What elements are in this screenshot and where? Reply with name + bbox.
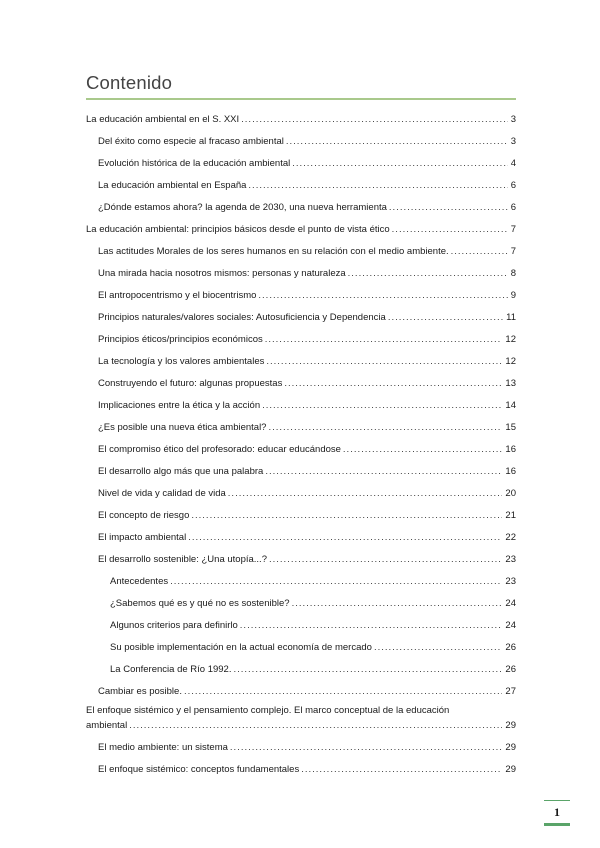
toc-entry-title: Cambiar es posible.: [98, 686, 182, 697]
toc-entry-title: Algunos criterios para definirlo: [110, 620, 238, 631]
toc-entry-page: 21: [505, 510, 516, 521]
toc-entry[interactable]: [86, 434, 516, 456]
toc-leader-dots: [389, 202, 508, 213]
toc-entry-page: 6: [510, 180, 516, 191]
toc-entry[interactable]: [86, 126, 516, 148]
toc-entry[interactable]: [86, 610, 516, 632]
toc-leader-dots: [258, 290, 507, 301]
title-rule: [86, 98, 516, 100]
toc-entry-title: La educación ambiental en el S. XXI: [86, 114, 240, 125]
toc-leader-dots: [292, 598, 503, 609]
toc-leader-dots: [348, 268, 508, 279]
toc-leader-dots: [262, 400, 502, 411]
toc-leader-dots: [392, 224, 508, 235]
toc-leader-dots: [191, 510, 502, 521]
toc-entry-title-line2-row: [86, 720, 516, 731]
toc-leader-dots: [343, 444, 503, 455]
toc-title: Contenido: [86, 72, 173, 93]
toc-entry-title: La tecnología y los valores ambientales: [98, 356, 265, 367]
toc-entry-title: La Conferencia de Río 1992.: [110, 664, 232, 675]
toc-entry[interactable]: [86, 754, 516, 776]
toc-entry[interactable]: [86, 732, 516, 754]
toc-entry-title: ¿Sabemos qué es y qué no es sostenible?: [110, 598, 290, 609]
toc-entry[interactable]: [86, 522, 516, 544]
toc-entry-title: Nivel de vida y calidad de vida: [98, 488, 226, 499]
toc-entry-page: 29: [505, 764, 516, 775]
toc-entry-title: La educación ambiental: principios básicos desde el punto de vista ético: [86, 224, 390, 235]
toc-entry-page: 3: [510, 136, 516, 147]
toc-entry-page: 22: [505, 532, 516, 543]
toc-entry[interactable]: [86, 214, 516, 236]
toc-entry[interactable]: [86, 698, 516, 732]
toc-entry[interactable]: [86, 544, 516, 566]
toc-entry-title-line1: El enfoque sistémico y el pensamiento complejo. El marco conceptual de la educación: [86, 705, 450, 716]
toc-leader-dots: [451, 246, 508, 257]
toc-entry[interactable]: [86, 302, 516, 324]
toc-entry-page: 23: [505, 576, 516, 587]
toc-entry[interactable]: [86, 170, 516, 192]
page-number: [544, 800, 570, 826]
toc-leader-dots: [265, 334, 503, 345]
toc-entry-title: El enfoque sistémico: conceptos fundamentales: [98, 764, 300, 775]
toc-entry[interactable]: [86, 390, 516, 412]
toc-entry-title: Su posible implementación en la actual economía de mercado: [110, 642, 372, 653]
toc-entry-title: Evolución histórica de la educación ambiental: [98, 158, 291, 169]
toc-entry-page: 7: [510, 224, 516, 235]
toc-entry-title: Del éxito como especie al fracaso ambiental: [98, 136, 284, 147]
toc-entry-page: 4: [510, 158, 516, 169]
toc-entry-title: El medio ambiente: un sistema: [98, 742, 228, 753]
toc-entry-page: 14: [505, 400, 516, 411]
toc-entry-title: El compromiso ético del profesorado: educar educándose: [98, 444, 341, 455]
toc-entry-title: Construyendo el futuro: algunas propuestas: [98, 378, 283, 389]
toc-entry-title: Antecedentes: [110, 576, 169, 587]
toc-entry[interactable]: [86, 104, 516, 126]
toc-entry-page: 27: [505, 686, 516, 697]
toc-entry[interactable]: [86, 478, 516, 500]
toc-entry-page: 9: [510, 290, 516, 301]
toc-leader-dots: [188, 532, 502, 543]
toc-leader-dots: [129, 720, 502, 731]
toc-leader-dots: [286, 136, 508, 147]
toc-entry[interactable]: [86, 148, 516, 170]
toc-leader-dots: [230, 742, 503, 753]
toc-entry[interactable]: [86, 632, 516, 654]
toc-entry-title: El concepto de riesgo: [98, 510, 190, 521]
toc-entry-page: 20: [505, 488, 516, 499]
toc-entry-title: Las actitudes Morales de los seres humanos en su relación con el medio ambiente.: [98, 246, 449, 257]
toc-leader-dots: [374, 642, 502, 653]
toc-entry[interactable]: [86, 500, 516, 522]
toc-leader-dots: [301, 764, 502, 775]
toc-entry-page: 3: [510, 114, 516, 125]
toc-entry-title: El desarrollo algo más que una palabra: [98, 466, 264, 477]
toc-entry-title: Implicaciones entre la ética y la acción: [98, 400, 261, 411]
toc-leader-dots: [292, 158, 507, 169]
toc-entry[interactable]: [86, 412, 516, 434]
toc-entry-page: 12: [505, 356, 516, 367]
toc-leader-dots: [228, 488, 503, 499]
toc-entry-title: ¿Dónde estamos ahora? la agenda de 2030, una nueva herramienta: [98, 202, 387, 213]
toc-leader-dots: [388, 312, 503, 323]
toc-entry[interactable]: [86, 324, 516, 346]
toc-entry[interactable]: [86, 368, 516, 390]
toc-entry-title: Una mirada hacia nosotros mismos: personas y naturaleza: [98, 268, 346, 279]
toc-entry-title: El impacto ambiental: [98, 532, 187, 543]
toc-entry[interactable]: [86, 258, 516, 280]
toc-leader-dots: [268, 422, 502, 433]
toc-entry-page: 23: [505, 554, 516, 565]
toc-entry[interactable]: [86, 676, 516, 698]
toc-entry-page: 8: [510, 268, 516, 279]
toc-entry-title: El antropocentrismo y el biocentrismo: [98, 290, 257, 301]
toc-entry-page: 26: [505, 642, 516, 653]
toc-entry[interactable]: [86, 456, 516, 478]
toc-leader-dots: [269, 554, 502, 565]
toc-entry-page: 6: [510, 202, 516, 213]
toc-entry-page: 24: [505, 620, 516, 631]
toc-entry[interactable]: [86, 192, 516, 214]
toc-entry-title-line2: ambiental: [86, 720, 128, 731]
toc-entry-title: El desarrollo sostenible: ¿Una utopía...?: [98, 554, 267, 565]
toc-leader-dots: [233, 664, 502, 675]
toc-entry-wrapped-block: [86, 705, 516, 731]
toc-entry[interactable]: [86, 588, 516, 610]
toc-leader-dots: [241, 114, 508, 125]
toc-entry-page: 13: [505, 378, 516, 389]
page-number-text: 1: [554, 804, 560, 819]
toc-entry-title: La educación ambiental en España: [98, 180, 247, 191]
toc-entry[interactable]: [86, 346, 516, 368]
toc-leader-dots: [184, 686, 502, 697]
toc-entry-page: 7: [510, 246, 516, 257]
toc-leader-dots: [284, 378, 502, 389]
toc-entry[interactable]: [86, 566, 516, 588]
toc-entry-title: ¿Es posible una nueva ética ambiental?: [98, 422, 267, 433]
toc-leader-dots: [248, 180, 507, 191]
toc-entry-page: 24: [505, 598, 516, 609]
toc-entry-page: 16: [505, 444, 516, 455]
toc-entry-page: 15: [505, 422, 516, 433]
toc-entry-page: 12: [505, 334, 516, 345]
toc-entry-page: 11: [506, 312, 516, 323]
toc-leader-dots: [265, 466, 502, 477]
toc-entry-page: 29: [505, 742, 516, 753]
toc-leader-dots: [170, 576, 502, 587]
toc-entry-page: 16: [505, 466, 516, 477]
toc-entry-title: Principios naturales/valores sociales: Autosuficiencia y Dependencia: [98, 312, 386, 323]
toc-leader-dots: [266, 356, 502, 367]
toc-entry-page: 26: [505, 664, 516, 675]
toc-entry[interactable]: [86, 236, 516, 258]
toc-entry[interactable]: [86, 654, 516, 676]
toc-entry[interactable]: [86, 280, 516, 302]
toc-leader-dots: [240, 620, 503, 631]
toc-list: [86, 104, 516, 776]
toc-entry-title: Principios éticos/principios económicos: [98, 334, 263, 345]
toc-entry-page: 29: [505, 720, 516, 731]
